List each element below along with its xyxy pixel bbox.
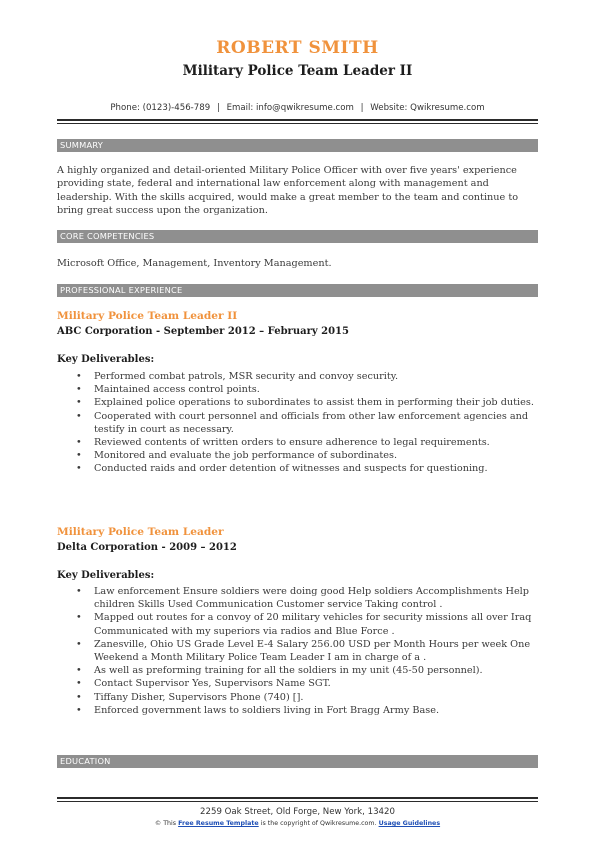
candidate-name: ROBERT SMITH (216, 38, 379, 58)
contact-email[interactable]: Email: info@qwikresume.com (226, 103, 354, 113)
list-item: • Law enforcement Ensure soldiers were doing good Help soldiers Accomplishments Help children Skills Used Communication Customer service Taking control . (57, 585, 538, 611)
list-item: • Contact Supervisor Yes, Supervisors Name SGT. (57, 677, 538, 690)
list-item: • Enforced government laws to soldiers living in Fort Bragg Army Base. (57, 704, 538, 717)
key-deliverables-label: Key Deliverables: (57, 570, 155, 581)
list-item: • Reviewed contents of written orders to ensure adherence to legal requirements. (57, 436, 538, 449)
footer-copyright (0, 820, 595, 827)
header-divider-thin (57, 123, 538, 124)
usage-guidelines-link[interactable]: Usage Guidelines (378, 820, 441, 827)
contact-separator: | (216, 103, 220, 113)
list-item: • As well as preforming training for all the soldiers in my unit (45-50 personnel). (57, 664, 538, 677)
contact-website[interactable]: Website: Qwikresume.com (370, 103, 485, 113)
copyright-prefix: © This (154, 820, 177, 827)
footer-divider-thin (57, 801, 538, 802)
list-item: • Tiffany Disher, Supervisors Phone (740) []. (57, 691, 538, 704)
list-item: • Cooperated with court personnel and officials from other law enforcement agencies and testify in court as necessary. (57, 410, 538, 436)
section-header-education: EDUCATION (57, 755, 538, 768)
job-title: Military Police Team Leader (57, 526, 224, 538)
section-header-summary: SUMMARY (57, 139, 538, 152)
contact-separator: | (360, 103, 364, 113)
candidate-title: Military Police Team Leader II (182, 63, 413, 79)
job-company: Delta Corporation - 2009 – 2012 (57, 542, 237, 553)
list-item: • Explained police operations to subordinates to assist them in performing their job duties. (57, 396, 538, 409)
list-item: • Conducted raids and order detention of witnesses and suspects for questioning. (57, 462, 538, 475)
job-bullets (57, 585, 538, 717)
section-header-competencies: CORE COMPETENCIES (57, 230, 538, 243)
list-item: • Mapped out routes for a convoy of 20 military vehicles for security missions all over Iraq Communicated with my superiors via radios and Blue Force . (57, 611, 538, 637)
key-deliverables-label: Key Deliverables: (57, 354, 155, 365)
contact-phone: Phone: (0123)-456-789 (110, 103, 211, 113)
list-item: • Zanesville, Ohio US Grade Level E-4 Salary 256.00 USD per Month Hours per week One Weekend a Month Military Police Team Leader I am in charge of a . (57, 638, 538, 664)
footer-address: 2259 Oak Street, Old Forge, New York, 13420 (200, 807, 395, 817)
contact-line (0, 103, 595, 113)
job-title: Military Police Team Leader II (57, 310, 238, 322)
list-item: • Monitored and evaluate the job performance of subordinates. (57, 449, 538, 462)
job-bullets (57, 370, 538, 476)
list-item: • Maintained access control points. (57, 383, 538, 396)
header-divider (57, 119, 538, 121)
job-company: ABC Corporation - September 2012 – February 2015 (57, 326, 349, 337)
copyright-middle: is the copyright of Qwikresume.com. (260, 820, 377, 827)
footer-divider (57, 797, 538, 799)
list-item: • Performed combat patrols, MSR security and convoy security. (57, 370, 538, 383)
summary-text: A highly organized and detail-oriented Military Police Officer with over five years' experience providing state, federal and international law enforcement along with management and leadership. With the skills acquired, would make a great member to the team and continue to bring great success upon the organization. (57, 165, 519, 216)
section-header-experience: PROFESSIONAL EXPERIENCE (57, 284, 538, 297)
competencies-text: Microsoft Office, Management, Inventory Management. (57, 258, 332, 269)
free-resume-template-link[interactable]: Free Resume Template (178, 820, 259, 827)
